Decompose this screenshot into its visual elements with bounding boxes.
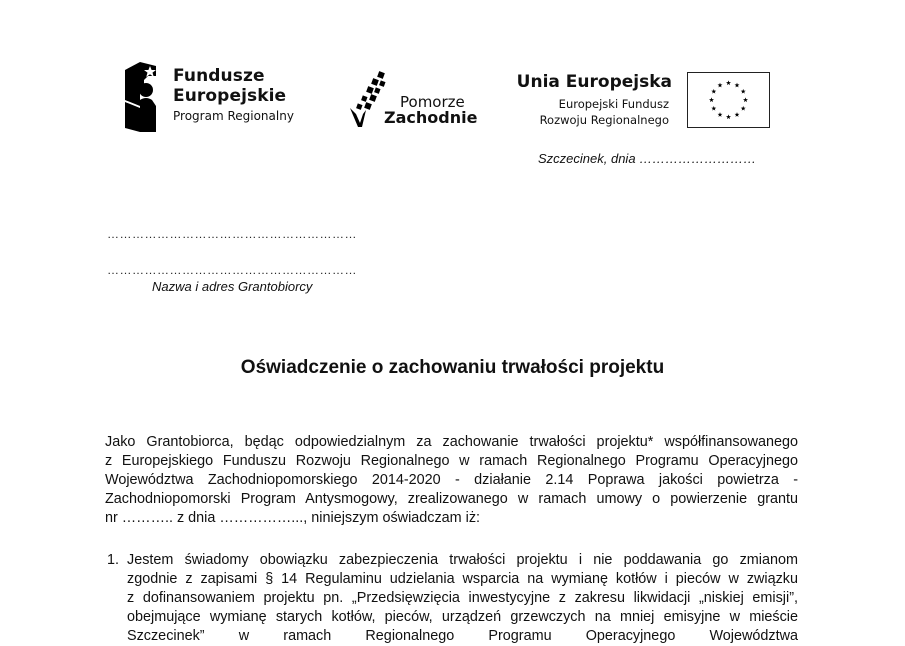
intro-paragraph: [105, 433, 798, 528]
eu-flag-star-icon: [709, 97, 714, 102]
intro-line: Jako Grantobiorca, będąc odpowiedzialnym za zachowanie trwałości projektu* współfinansowanego: [105, 434, 798, 450]
eu-flag-star-icon: [735, 112, 740, 117]
grantee-label: Nazwa i adres Grantobiorcy: [152, 279, 313, 294]
fundusze-europejskie-emblem-icon: [122, 60, 162, 134]
list-item-line: z dofinansowaniem projektu pn. „Przedsięwzięcia inwestycyjne z zakresu likwidacji „niskiej emisji”,: [127, 590, 798, 606]
logo-ue-line2: Europejski Fundusz: [558, 97, 669, 111]
logo-pomorze-line2: Zachodnie: [384, 108, 478, 127]
eu-flag-star-icon: [741, 106, 746, 111]
intro-line: nr ……….. z dnia ……………..., niniejszym oświadczam iż:: [105, 510, 481, 526]
intro-line: Województwa Zachodniopomorskiego 2014-2020 - działanie 2.14 Poprawa jakości powietrza -: [105, 472, 798, 488]
intro-line: z Europejskiego Funduszu Rozwoju Regionalnego w ramach Regionalnego Programu Operacyjnego: [105, 453, 798, 469]
unia-europejska-logo: [516, 68, 772, 132]
eu-flag-star-icon: [741, 89, 746, 94]
eu-flag-star-icon: [726, 114, 731, 119]
logo-fundusze-line1: Fundusze: [173, 66, 265, 86]
eu-flag-star-icon: [718, 112, 723, 117]
eu-flag-star-icon: [735, 83, 740, 88]
grantee-name-dots: ……………………………………………………: [107, 227, 357, 241]
list-item-line: Jestem świadomy obowiązku zabezpieczenia trwałości projektu i nie poddawania go zmianom: [127, 552, 798, 568]
document-title: Oświadczenie o zachowaniu trwałości projektu: [240, 357, 665, 378]
list-item: [127, 551, 798, 646]
list-item-number: 1.: [107, 552, 120, 568]
logo-ue-line3: Rozwoju Regionalnego: [539, 113, 669, 127]
list-item-line: zgodnie z zapisami § 14 Regulaminu udzielania wsparcia na wymianę kotłów i pieców w związku: [127, 571, 798, 587]
list-item-line: Szczecinek” w ramach Regionalnego Programu Operacyjnego Województwa: [127, 628, 798, 644]
logo-fundusze-line2: Europejskie: [173, 86, 287, 106]
fundusze-europejskie-logo: [122, 60, 302, 136]
place-date-field: Szczecinek, dnia ………………………: [538, 151, 757, 166]
eu-flag-star-icon: [743, 97, 748, 102]
eu-flag-star-icon: [718, 83, 723, 88]
list-item-line: obejmujące wymianę starych kotłów, pieców, urządzeń grzewczych na mniej emisyjne w mieście: [127, 609, 798, 625]
pomorze-zachodnie-logo: [348, 70, 478, 130]
eu-flag-star-icon: [726, 80, 731, 85]
logo-pomorze-line1: Pomorze: [400, 93, 465, 111]
eu-flag-star-icon: [711, 106, 716, 111]
logo-fundusze-line3: Program Regionalny: [173, 109, 294, 123]
grantee-address-dots: ……………………………………………………: [107, 263, 357, 277]
logo-ue-title: Unia Europejska: [516, 72, 672, 92]
eu-flag-star-icon: [711, 89, 716, 94]
eu-flag-icon: [687, 72, 770, 128]
intro-line: Zachodniopomorski Program Antysmogowy, zrealizowanego w ramach umowy o powierzenie grantu: [105, 491, 798, 507]
pomorze-zachodnie-emblem-icon: [348, 70, 388, 128]
